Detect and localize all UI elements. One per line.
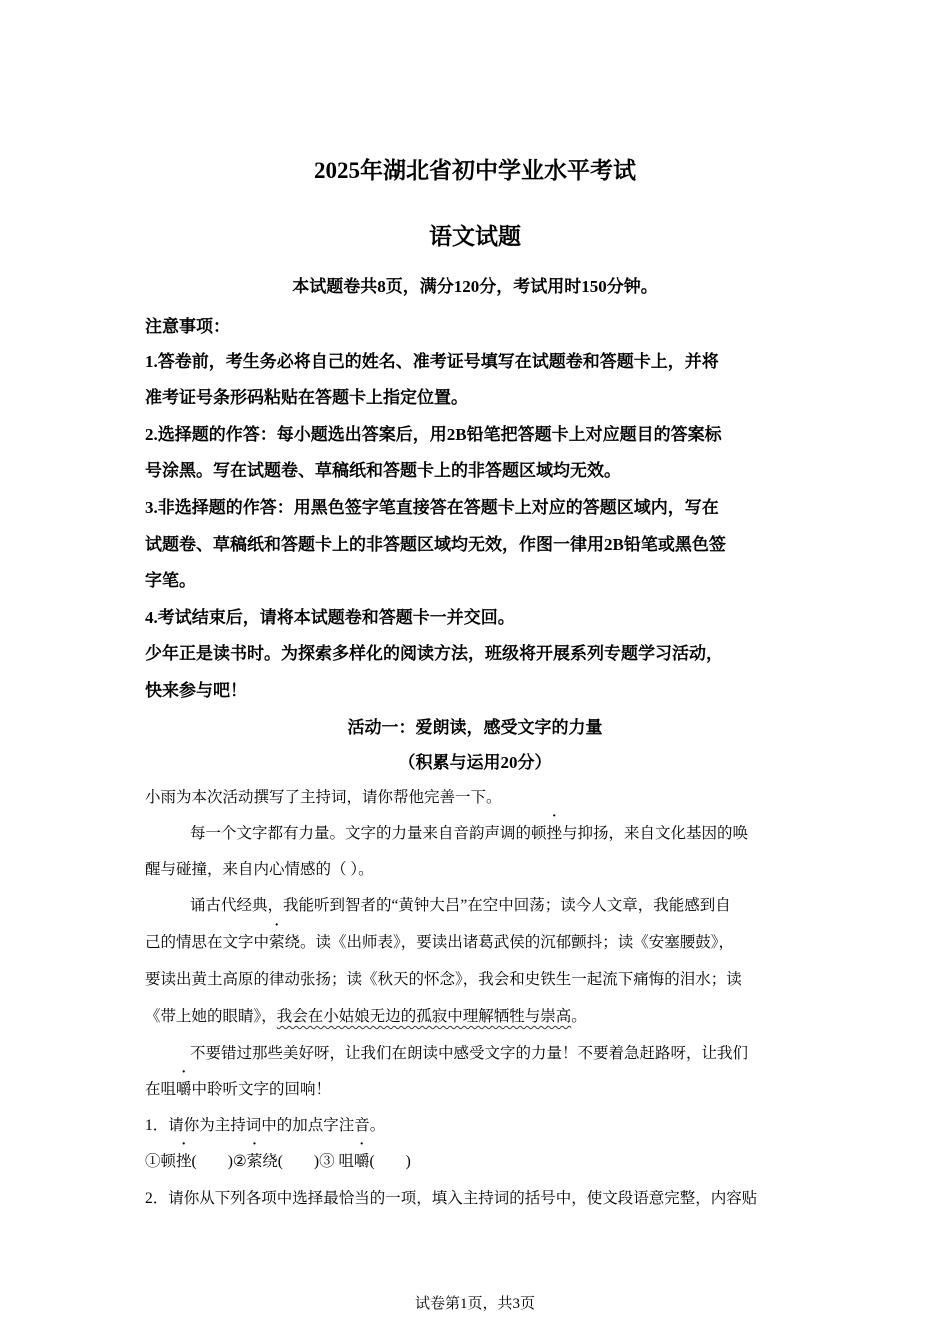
notice-line: 准考证号条形码粘贴在答题卡上指定位置。: [145, 388, 468, 407]
dotted-char: 嚼: [353, 1153, 370, 1170]
dotted-char: 萦: [269, 934, 285, 951]
speech-text: 。: [571, 1008, 587, 1025]
activity-score: （积累与运用20分）: [398, 753, 552, 772]
speech-paragraph-1: [190, 821, 748, 843]
intro-line: 少年正是读书时。为探索多样化的阅读方法，班级将开展系列专题学习活动，: [145, 644, 723, 663]
speech-line: 要读出黄土高原的律动张扬；读《秋天的怀念》，我会和史铁生一起流下痛悔的泪水；读: [145, 971, 742, 988]
notice-heading: 注意事项：: [145, 317, 230, 336]
speech-line: [145, 930, 734, 952]
question-1: 1．请你为主持词中的加点字注音。: [145, 1117, 386, 1134]
dotted-char: 嚼: [176, 1081, 192, 1098]
speech-line: [145, 1004, 587, 1026]
notice-line: 4.考试结束后，请将本试题卷和答题卡一并交回。: [145, 608, 515, 627]
intro-line: 快来参与吧！: [145, 681, 247, 700]
notice-line: 1.答卷前，考生务必将自己的姓名、准考证号填写在试题卷和答题卡上，并将: [145, 352, 719, 371]
speech-text: 己的情思在文字中: [145, 934, 270, 951]
speech-line: 醒与碰撞，来自内心情感的（ ）。: [145, 861, 374, 878]
speech-line: [145, 1077, 331, 1099]
question-2: 2．请你从下列各项中选择最恰当的一项，填入主持词的括号中，使文段语意完整，内容贴: [145, 1190, 758, 1207]
notice-line: 2.选择题的作答：每小题选出答案后，用2B铅笔把答题卡上对应题目的答案标: [145, 425, 722, 444]
notice-line: 字笔。: [145, 571, 196, 590]
dotted-char: 萦: [246, 1153, 263, 1170]
speech-text: 《带上她的眼睛》，: [145, 1008, 277, 1025]
question-1-items: [145, 1149, 411, 1171]
dotted-char: 挫: [176, 1153, 192, 1170]
speech-paragraph-2: 诵古代经典，我能听到智者的“黄钟大吕”在空中回荡；读今人文章，我能感到自: [190, 897, 731, 914]
speech-text: 绕。读《出师表》，要读出诸葛武侯的沉郁颤抖；读《安塞腰鼓》，: [284, 934, 735, 951]
q1-item-text: ( )②: [191, 1153, 247, 1170]
page-footer: 试卷第1页，共3页: [414, 1296, 535, 1312]
q1-item-text: ①顿: [145, 1153, 177, 1170]
page-title: 2025年湖北省初中学业水平考试: [314, 158, 636, 183]
speech-text: 在咀: [145, 1081, 177, 1098]
q1-item-text: ( ): [369, 1153, 411, 1170]
speech-text: 中聆听文字的回响！: [191, 1081, 332, 1098]
dotted-char: 挫: [546, 825, 563, 842]
notice-line: 试题卷、草稿纸和答题卡上的非答题区域均无效，作图一律用2B铅笔或黑色签: [145, 535, 726, 554]
lead-text: 小雨为本次活动撰写了主持词，请你帮他完善一下。: [145, 789, 502, 806]
q1-item-text: 绕( )③ 咀: [262, 1153, 354, 1170]
speech-text: 与抑扬，来自文化基因的唤: [562, 825, 749, 842]
exam-info: 本试题卷共8页，满分120分，考试用时150分钟。: [292, 277, 658, 296]
page-subtitle: 语文试题: [429, 224, 521, 249]
notice-line: 号涂黑。写在试题卷、草稿纸和答题卡上的非答题区域均无效。: [145, 461, 621, 480]
speech-paragraph-3: 不要错过那些美好呀，让我们在朗读中感受文字的力量！不要着急赶路呀，让我们: [190, 1045, 749, 1062]
speech-text: 每一个文字都有力量。文字的力量来自音韵声调的顿: [190, 825, 547, 842]
activity-title: 活动一：爱朗读，感受文字的力量: [347, 718, 603, 737]
notice-line: 3.非选择题的作答：用黑色签字笔直接答在答题卡上对应的答题区域内，写在: [145, 498, 719, 517]
wavy-underlined-text: 我会在小姑娘无边的孤寂中理解牺牲与崇高: [276, 1008, 572, 1025]
